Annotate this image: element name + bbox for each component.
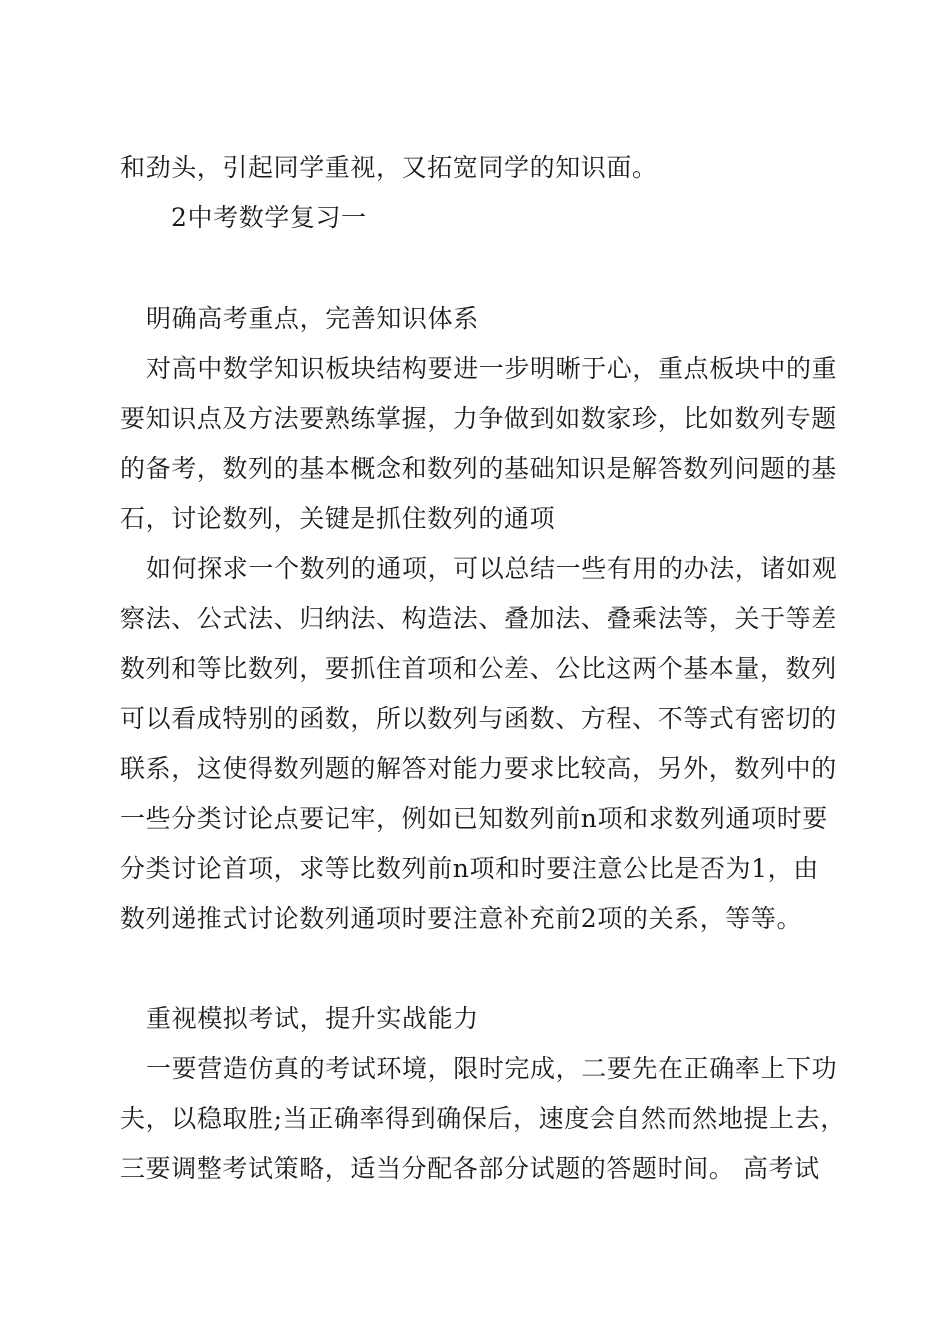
paragraph-line: 对高中数学知识板块结构要进一步明晰于心，重点板块中的重 xyxy=(146,354,838,383)
paragraph-line: 联系，这使得数列题的解答对能力要求比较高，另外，数列中的 xyxy=(120,754,837,783)
paragraph-line: 分类讨论首项，求等比数列前n项和时要注意公比是否为1，由 xyxy=(120,854,819,883)
paragraph-line: 石，讨论数列，关键是抓住数列的通项 xyxy=(120,504,556,533)
paragraph-line: 的备考，数列的基本概念和数列的基础知识是解答数列问题的基 xyxy=(120,454,837,483)
heading-mock-exams: 重视模拟考试，提升实战能力 xyxy=(146,1004,479,1033)
paragraph-line: 三要调整考试策略，适当分配各部分试题的答题时间。 高考试 xyxy=(120,1154,820,1183)
paragraph-line: 一要营造仿真的考试环境，限时完成，二要先在正确率上下功 xyxy=(146,1054,838,1083)
paragraph-line: 一些分类讨论点要记牢，例如已知数列前n项和求数列通项时要 xyxy=(120,804,828,833)
paragraph-line: 可以看成特别的函数，所以数列与函数、方程、不等式有密切的 xyxy=(120,704,837,733)
paragraph-line: 如何探求一个数列的通项，可以总结一些有用的办法，诸如观 xyxy=(146,554,838,583)
paragraph-line: 数列递推式讨论数列通项时要注意补充前2项的关系，等等。 xyxy=(120,904,803,933)
paragraph-line: 要知识点及方法要熟练掌握，力争做到如数家珍，比如数列专题 xyxy=(120,404,837,433)
paragraph-line: 察法、公式法、归纳法、构造法、叠加法、叠乘法等，关于等差 xyxy=(120,604,837,633)
section-title: 2中考数学复习一 xyxy=(171,203,367,232)
paragraph-line: 数列和等比数列，要抓住首项和公差、公比这两个基本量，数列 xyxy=(120,654,837,683)
heading-key-points: 明确高考重点，完善知识体系 xyxy=(146,304,479,333)
intro-line: 和劲头，引起同学重视，又拓宽同学的知识面。 xyxy=(120,153,658,182)
paragraph-line: 夫，以稳取胜;当正确率得到确保后，速度会自然而然地提上去， xyxy=(120,1104,846,1133)
